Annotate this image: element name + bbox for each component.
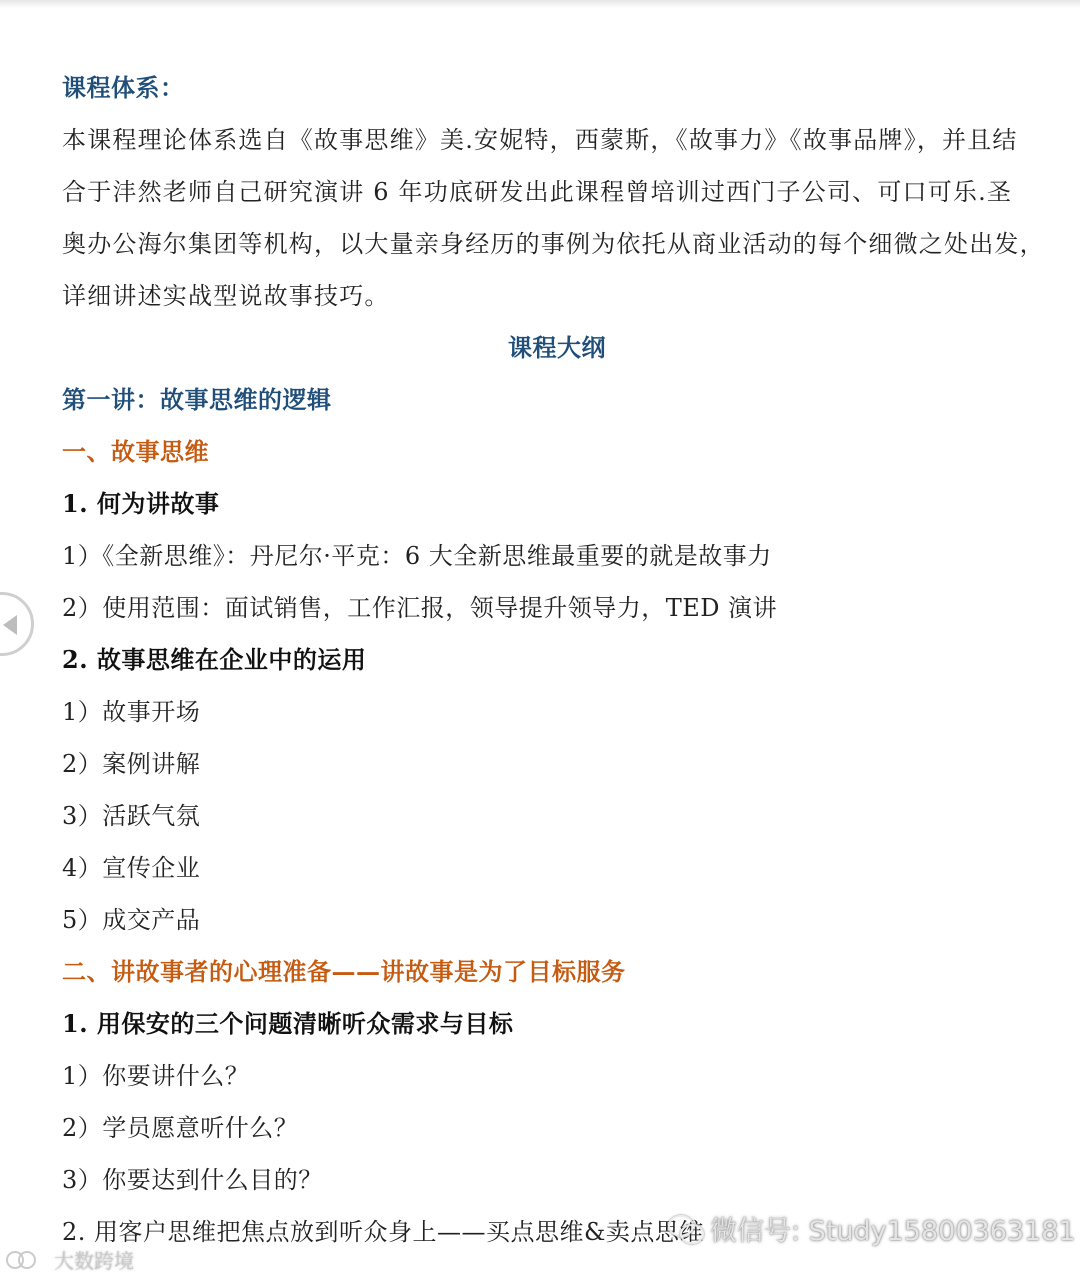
section-1-topic-2-title: 2. 故事思维在企业中的运用 [62,645,367,674]
intro-line-2: 合于沣然老师自己研究演讲 6 年功底研发出此课程曾培训过西门子公司、可口可乐.圣 [62,178,1013,206]
watermark-right-text: 微信号: Study15800363181 [710,1215,1076,1247]
top-edge-shadow [0,0,1080,8]
section-1-title: 一、故事思维 [62,437,209,466]
list-item: 4）宣传企业 [62,854,201,882]
lecture-1-title: 第一讲：故事思维的逻辑 [62,385,332,414]
section-2-topic-1-title: 1. 用保安的三个问题清晰听众需求与目标 [62,1009,514,1038]
section-1-topic-1-title: 1. 何为讲故事 [62,489,220,518]
intro-paragraph [62,114,1052,322]
section-2-title: 二、讲故事者的心理准备——讲故事是为了目标服务 [62,957,626,986]
list-item: 1）故事开场 [62,698,201,726]
intro-line-4: 详细讲述实战型说故事技巧。 [62,282,390,310]
watermark-bottom-right [668,1206,1076,1250]
intro-line-1: 本课程理论体系选自《故事思维》美.安妮特，西蒙斯，《故事力》《故事品牌》，并且结 [62,126,1018,154]
outline-title: 课程大纲 [508,333,606,362]
prev-page-button[interactable] [0,592,34,656]
document-content [62,62,1052,1258]
list-item: 1）你要讲什么？ [62,1062,250,1090]
wechat-icon [668,1213,704,1243]
list-item: 2）使用范围：面试销售，工作汇报，领导提升领导力，TED 演讲 [62,594,778,622]
list-item: 1）《全新思维》：丹尼尔·平克：6 大全新思维最重要的就是故事力 [62,542,772,570]
list-item: 5）成交产品 [62,906,201,934]
list-item: 2）案例讲解 [62,750,201,778]
brand-logo-icon [4,1247,48,1271]
watermark-left-text: 大数跨境 [54,1248,134,1273]
list-item: 3）你要达到什么目的？ [62,1166,323,1194]
chevron-left-icon [3,615,17,635]
list-item: 2）学员愿意听什么？ [62,1114,299,1142]
list-item: 3）活跃气氛 [62,802,201,830]
section-2-topic-2-title: 2. 用客户思维把焦点放到听众身上——买点思维&卖点思维 [62,1218,704,1246]
intro-label: 课程体系： [62,73,185,102]
intro-line-3: 奥办公海尔集团等机构，以大量亲身经历的事例为依托从商业活动的每个细微之处出发， [62,230,1045,258]
watermark-bottom-left [4,1244,134,1274]
